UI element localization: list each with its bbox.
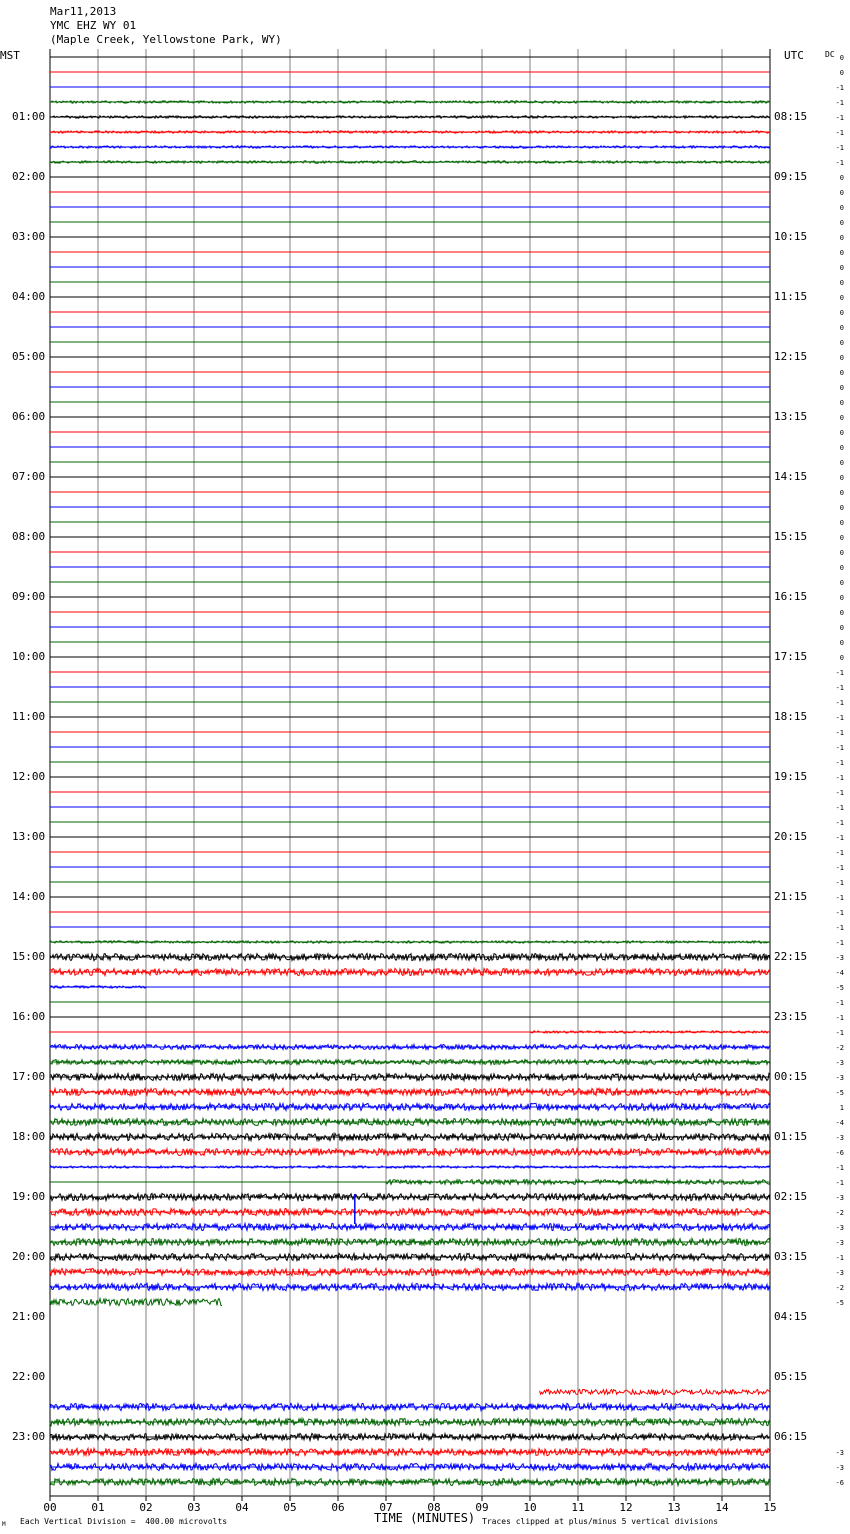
dc-offset-label: 0 (839, 609, 844, 617)
utc-hour-label: 08:15 (774, 110, 808, 123)
dc-offset-label: 0 (839, 249, 844, 257)
x-tick-label: 09 (475, 1501, 489, 1514)
x-tick-label: 02 (139, 1501, 153, 1514)
dc-offset-label: -1 (835, 849, 844, 857)
dc-offset-label: 0 (839, 294, 844, 302)
dc-offset-label: 0 (839, 654, 844, 662)
utc-hour-label: 18:15 (774, 710, 808, 723)
dc-offset-label: -3 (835, 954, 844, 962)
dc-offset-label: -3 (835, 1059, 844, 1067)
dc-offset-label: 0 (839, 444, 844, 452)
dc-offset-label: -1 (835, 84, 844, 92)
utc-hour-label: 01:15 (774, 1130, 808, 1143)
x-tick-label: 14 (715, 1501, 729, 1514)
right-axis-title: UTC (784, 49, 804, 62)
left-axis-title: MST (0, 49, 20, 62)
dc-offset-label: -5 (835, 1299, 844, 1307)
dc-offset-label: -1 (835, 939, 844, 947)
trace-activity (50, 146, 770, 148)
utc-hour-label: 14:15 (774, 470, 808, 483)
mst-hour-label: 20:00 (12, 1250, 46, 1263)
dc-offset-label: -1 (835, 894, 844, 902)
dc-offset-label: -1 (835, 999, 844, 1007)
x-tick-label: 06 (331, 1501, 345, 1514)
dc-offset-label: -4 (835, 969, 844, 977)
dc-offset-label: -1 (835, 1029, 844, 1037)
mst-hour-label: 19:00 (12, 1190, 46, 1203)
dc-offset-label: -1 (835, 759, 844, 767)
utc-hour-label: 11:15 (774, 290, 808, 303)
mst-hour-label: 08:00 (12, 530, 46, 543)
utc-hour-label: 22:15 (774, 950, 808, 963)
mst-hour-label: 11:00 (12, 710, 46, 723)
mst-hour-label: 14:00 (12, 890, 46, 903)
x-tick-label: 04 (235, 1501, 249, 1514)
dc-offset-label: -6 (835, 1149, 844, 1157)
dc-offset-label: -1 (835, 879, 844, 887)
dc-offset-label: -4 (835, 1119, 844, 1127)
dc-offset-label: 0 (839, 219, 844, 227)
mst-hour-label: 07:00 (12, 470, 46, 483)
dc-offset-label: -3 (835, 1239, 844, 1247)
mst-hour-label: 06:00 (12, 410, 46, 423)
utc-hour-label: 17:15 (774, 650, 808, 663)
clip-note: Traces clipped at plus/minus 5 vertical divisions (482, 1517, 719, 1526)
dc-offset-label: -5 (835, 984, 844, 992)
dc-offset-label: 0 (839, 384, 844, 392)
utc-hour-label: 13:15 (774, 410, 808, 423)
plot-date: Mar11,2013 (50, 5, 117, 18)
utc-hour-label: 12:15 (774, 350, 808, 363)
dc-offset-label: -3 (835, 1194, 844, 1202)
dc-offset-label: -1 (835, 669, 844, 677)
dc-offset-label: -1 (835, 909, 844, 917)
x-tick-label: 05 (283, 1501, 297, 1514)
dc-offset-label: 0 (839, 519, 844, 527)
utc-hour-label: 03:15 (774, 1250, 808, 1263)
mst-hour-label: 01:00 (12, 110, 46, 123)
dc-offset-label: 0 (839, 69, 844, 77)
dc-offset-label: -3 (835, 1224, 844, 1232)
dc-offset-label: 0 (839, 339, 844, 347)
x-tick-label: 08 (427, 1501, 441, 1514)
mst-hour-label: 23:00 (12, 1430, 46, 1443)
dc-offset-label: 0 (839, 324, 844, 332)
dc-offset-label: 0 (839, 579, 844, 587)
dc-offset-label: -1 (835, 774, 844, 782)
x-tick-label: 01 (91, 1501, 105, 1514)
dc-offset-label: -2 (835, 1284, 844, 1292)
utc-hour-label: 00:15 (774, 1070, 808, 1083)
x-tick-label: 00 (43, 1501, 57, 1514)
mst-hour-label: 22:00 (12, 1370, 46, 1383)
x-tick-label: 13 (667, 1501, 681, 1514)
dc-offset-label: 0 (839, 369, 844, 377)
dc-offset-label: -1 (835, 1164, 844, 1172)
mst-hour-label: 16:00 (12, 1010, 46, 1023)
dc-offset-label: -1 (835, 804, 844, 812)
dc-offset-label: -1 (835, 684, 844, 692)
utc-hour-label: 04:15 (774, 1310, 808, 1323)
dc-offset-label: 0 (839, 264, 844, 272)
dc-offset-label: -2 (835, 1209, 844, 1217)
dc-offset-label: 0 (839, 174, 844, 182)
utc-hour-label: 06:15 (774, 1430, 808, 1443)
dc-offset-label: -2 (835, 1044, 844, 1052)
mst-hour-label: 18:00 (12, 1130, 46, 1143)
dc-offset-label: 0 (839, 429, 844, 437)
dc-offset-label: 0 (839, 54, 844, 62)
utc-hour-label: 05:15 (774, 1370, 808, 1383)
x-tick-label: 10 (523, 1501, 537, 1514)
dc-column-title: DC (825, 50, 835, 59)
dc-offset-label: -1 (835, 924, 844, 932)
dc-offset-label: -1 (835, 699, 844, 707)
mst-hour-label: 13:00 (12, 830, 46, 843)
x-tick-label: 07 (379, 1501, 393, 1514)
dc-offset-label: 0 (839, 474, 844, 482)
dc-offset-label: 0 (839, 234, 844, 242)
dc-offset-label: -1 (835, 819, 844, 827)
utc-hour-label: 02:15 (774, 1190, 808, 1203)
x-tick-label: 03 (187, 1501, 201, 1514)
mst-hour-label: 12:00 (12, 770, 46, 783)
station-name: YMC EHZ WY 01 (50, 19, 137, 32)
x-tick-label: 12 (619, 1501, 633, 1514)
dc-offset-label: -1 (835, 114, 844, 122)
mst-hour-label: 15:00 (12, 950, 46, 963)
utc-hour-label: 09:15 (774, 170, 808, 183)
mst-hour-label: 04:00 (12, 290, 46, 303)
dc-offset-label: 0 (839, 414, 844, 422)
mst-hour-label: 03:00 (12, 230, 46, 243)
dc-offset-label: 0 (839, 204, 844, 212)
utc-hour-label: 19:15 (774, 770, 808, 783)
dc-offset-label: -1 (835, 729, 844, 737)
dc-offset-label: -1 (835, 1179, 844, 1187)
utc-hour-label: 23:15 (774, 1010, 808, 1023)
dc-offset-label: -3 (835, 1134, 844, 1142)
dc-offset-label: 0 (839, 624, 844, 632)
trace-activity (50, 161, 770, 163)
dc-offset-label: -1 (835, 159, 844, 167)
dc-offset-label: -3 (835, 1464, 844, 1472)
mst-hour-label: 05:00 (12, 350, 46, 363)
station-location: (Maple Creek, Yellowstone Park, WY) (50, 33, 282, 46)
corner-mark: M (2, 1521, 6, 1528)
dc-offset-label: -1 (835, 99, 844, 107)
utc-hour-label: 15:15 (774, 530, 808, 543)
dc-offset-label: -1 (835, 789, 844, 797)
dc-offset-label: 1 (839, 1104, 844, 1112)
dc-offset-label: 0 (839, 309, 844, 317)
dc-offset-label: 0 (839, 279, 844, 287)
utc-hour-label: 21:15 (774, 890, 808, 903)
x-tick-label: 15 (763, 1501, 777, 1514)
dc-offset-label: 0 (839, 639, 844, 647)
dc-offset-label: 0 (839, 399, 844, 407)
dc-offset-label: -3 (835, 1074, 844, 1082)
utc-hour-label: 16:15 (774, 590, 808, 603)
x-tick-label: 11 (571, 1501, 585, 1514)
dc-offset-label: -3 (835, 1449, 844, 1457)
dc-offset-label: -1 (835, 864, 844, 872)
dc-offset-label: -1 (835, 714, 844, 722)
dc-offset-label: 0 (839, 459, 844, 467)
dc-offset-label: -1 (835, 144, 844, 152)
mst-hour-label: 21:00 (12, 1310, 46, 1323)
utc-hour-label: 20:15 (774, 830, 808, 843)
mst-hour-label: 17:00 (12, 1070, 46, 1083)
dc-offset-label: 0 (839, 504, 844, 512)
dc-offset-label: -6 (835, 1479, 844, 1487)
dc-offset-label: 0 (839, 564, 844, 572)
dc-offset-label: 0 (839, 534, 844, 542)
mst-hour-label: 10:00 (12, 650, 46, 663)
dc-offset-label: -1 (835, 129, 844, 137)
dc-offset-label: -5 (835, 1089, 844, 1097)
dc-offset-label: 0 (839, 354, 844, 362)
scale-note: Each Vertical Division = 400.00 microvolts (20, 1517, 228, 1526)
trace-activity (50, 1238, 770, 1245)
dc-offset-label: -1 (835, 744, 844, 752)
trace-activity (50, 1299, 222, 1306)
dc-offset-label: 0 (839, 189, 844, 197)
mst-hour-label: 09:00 (12, 590, 46, 603)
dc-offset-label: -1 (835, 1014, 844, 1022)
dc-offset-label: -3 (835, 1269, 844, 1277)
dc-offset-label: 0 (839, 549, 844, 557)
dc-offset-label: 0 (839, 594, 844, 602)
trace-activity (50, 941, 770, 943)
dc-offset-label: -1 (835, 1254, 844, 1262)
mst-hour-label: 02:00 (12, 170, 46, 183)
dc-offset-label: -1 (835, 834, 844, 842)
dc-offset-label: 0 (839, 489, 844, 497)
trace-activity (540, 1390, 770, 1395)
x-axis-title: TIME (MINUTES) (374, 1511, 476, 1525)
utc-hour-label: 10:15 (774, 230, 808, 243)
